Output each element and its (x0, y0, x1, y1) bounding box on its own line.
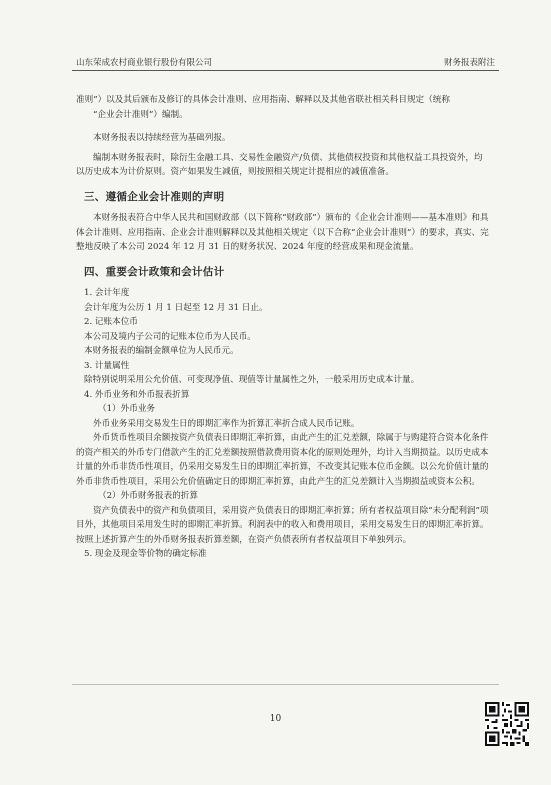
accounting-year-text: 会计年度为公历 1 月 1 日起至 12 月 31 日止。 (84, 302, 268, 313)
foreign-currency-business-p2: 外币货币性项目余额按资产负债表日即期汇率折算，由此产生的汇兑差额，除属于与购建符合资本化条件的资产相关的外币专门借款产生的汇兑差额按照借款费用资本化的原则处理外，均计入当期损益。以历史成本计量的外币非货币性项目，仍采用交易发生日的即期汇率折算，不改变其记账本位币金额。以公允价值计量的外币非货币性项目，采用公允价值确定日的即期汇率折算，由此产生的汇兑差额计入当期损益或资本公积。 (76, 433, 489, 487)
foreign-statement-translation-title: （2）外币财务报表的折算 (98, 491, 198, 501)
accounting-year-title: 1. 会计年度 (84, 288, 130, 298)
intro-line-2: “企业会计准则”）编制。 (93, 109, 188, 120)
paragraph-measurement-basis: 编制本财务报表时，除衍生金融工具、交易性金融资产/负债、其他债权投资和其他权益工具投资外，均以历史成本为计价原则。资产如果发生减值，则按照相关规定计提相应的减值准备。 (76, 152, 483, 177)
paragraph-going-concern: 本财务报表以持续经营为基础列报。 (93, 133, 231, 143)
measurement-attribute-title: 3. 计量属性 (84, 360, 130, 371)
page-number: 10 (269, 714, 282, 724)
footer-rule (72, 684, 499, 685)
intro-line-1: 准则”）以及其后颁布及修订的具体会计准则、应用指南、解释以及其他省联社相关科目规定（统称 (76, 95, 450, 105)
document-body (76, 93, 491, 562)
section-4-heading: 四、重要会计政策和会计估计 (84, 265, 225, 278)
functional-currency-text-1: 本公司及境内子公司的记账本位币为人民币。 (84, 331, 256, 342)
cash-equivalents-title: 5. 现金及现金等价物的确定标准 (84, 549, 207, 559)
section-3-text: 本财务报表符合中华人民共和国财政部（以下简称“财政部”）颁布的《企业会计准则——基本准则》和具体会计准则、应用指南、企业会计准则解释以及其他相关规定（以下合称“企业会计准则”）的要求，真实、完整地反映了本公司 2024 年 12 月 31 日的财务状况、2024 年度的经营成果和现金流量。 (76, 213, 489, 252)
foreign-currency-business-title: （1）外币业务 (98, 404, 156, 414)
foreign-currency-title: 4. 外币业务和外币报表折算 (84, 389, 190, 400)
header-rule (72, 70, 499, 71)
section-3-heading: 三、遵循企业会计准则的声明 (84, 190, 225, 203)
foreign-currency-business-p1: 外币业务采用交易发生日的即期汇率作为折算汇率折合成人民币记账。 (93, 418, 360, 429)
functional-currency-text-2: 本财务报表的编制金额单位为人民币元。 (84, 346, 239, 356)
qr-code-icon (485, 702, 529, 746)
foreign-statement-translation-p1: 资产负债表中的资产和负债项目，采用资产负债表日的即期汇率折算；所有者权益项目除“未分配利润”项目外，其他项目采用发生时的即期汇率折算。利润表中的收入和费用项目，采用交易发生日的即期汇率折算。按照上述折算产生的外币财务报表折算差额，在资产负债表所有者权益项目下单独列示。 (76, 505, 489, 545)
header-company: 山东荣成农村商业银行股份有限公司 (76, 58, 213, 68)
functional-currency-title: 2. 记账本位币 (84, 317, 138, 327)
measurement-attribute-text: 除特别说明采用公允价值、可变现净值、现值等计量属性之外，一般采用历史成本计量。 (84, 375, 420, 385)
header-doc-title: 财务报表附注 (443, 58, 495, 68)
